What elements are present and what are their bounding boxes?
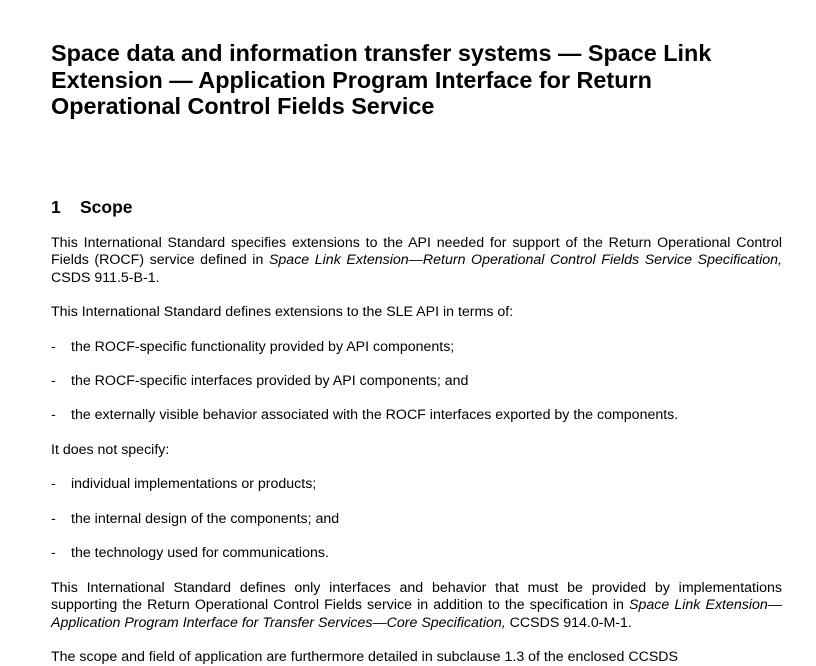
list-item-text: the ROCF-specific interfaces provided by API components; and [71, 373, 469, 389]
list-bullet: - [51, 339, 56, 355]
para1-text-start: This International Standard specifies extensions to the API needed for support of the Return Operational Control Fields (ROCF) service defined in [51, 235, 782, 269]
para1-cited-spec: Space Link Extension—Return Operational Control Fields Service Specification, [268, 252, 782, 269]
section-heading [51, 196, 133, 218]
para1-text-end: CSDS 911.5-B-1. [51, 269, 160, 286]
list-item-text: individual implementations or products; [71, 476, 317, 492]
scope-paragraph-4 [51, 580, 782, 632]
list-bullet: - [51, 511, 56, 527]
list-bullet: - [51, 407, 56, 423]
list-item-text: the externally visible behavior associated with the ROCF interfaces exported by the components. [71, 407, 679, 423]
scope-paragraph-5: The scope and field of application are furthermore detailed in subclause 1.3 of the enclosed CCSDS [51, 649, 678, 665]
scope-paragraph-3: It does not specify: [51, 442, 170, 458]
list-item-text: the ROCF-specific functionality provided by API components; [71, 339, 455, 355]
para4-cited-spec: Space Link Extension—Application Program Interface for Transfer Services—Core Specification, [51, 597, 782, 631]
para4-text-end: CCSDS 914.0-M-1. [505, 614, 632, 631]
scope-paragraph-2: This International Standard defines extensions to the SLE API in terms of: [51, 304, 514, 320]
list-bullet: - [51, 373, 56, 389]
list-bullet: - [51, 545, 56, 561]
list-bullet: - [51, 476, 56, 492]
section-number: 1 [51, 197, 61, 217]
document-title: Space data and information transfer systems — Space Link Extension — Application Program Interface for Return Operational Control Fields Service [51, 40, 712, 119]
list-item-text: the internal design of the components; and [71, 511, 340, 527]
section-title: Scope [80, 197, 133, 217]
para4-text-start: This International Standard defines only interfaces and behavior that must be provided by implementations supporting the Return Operational Control Fields service in addition to the specification in [51, 580, 782, 614]
scope-paragraph-1 [51, 235, 782, 287]
list-item-text: the technology used for communications. [71, 545, 329, 561]
